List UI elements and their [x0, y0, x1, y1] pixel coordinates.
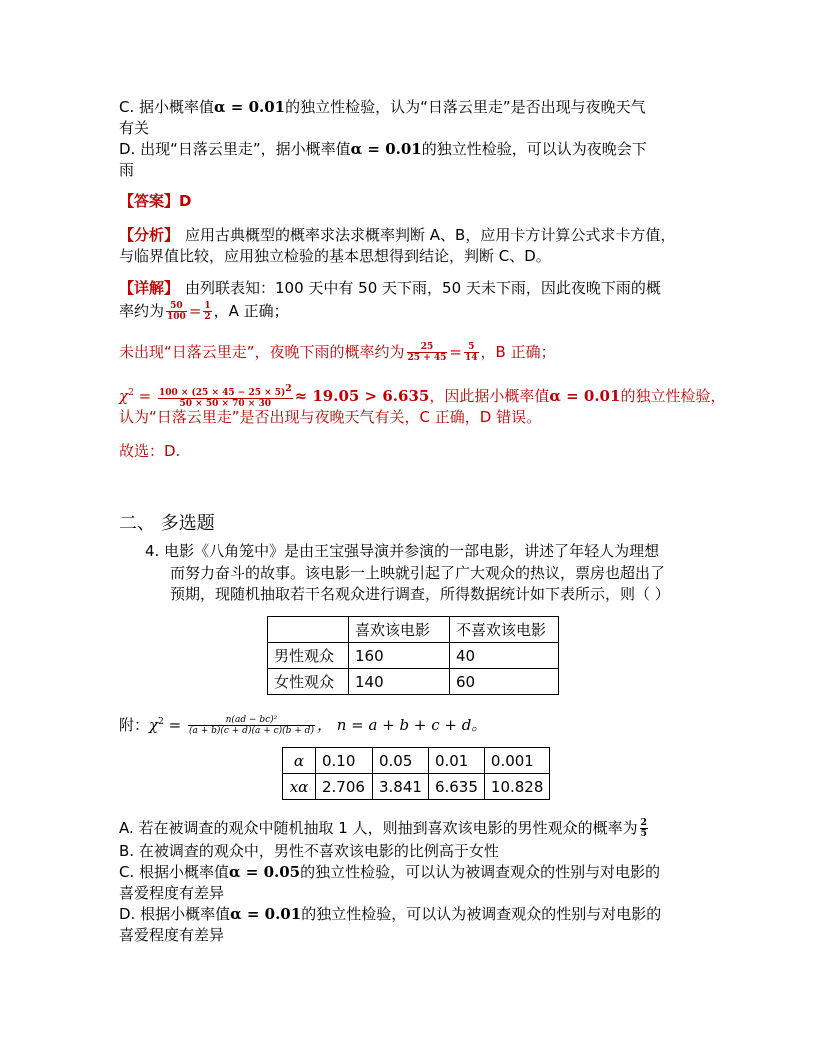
table-row — [283, 774, 550, 800]
denominator: 5 — [640, 829, 647, 839]
q3-option-d-line2: 雨 — [119, 161, 135, 179]
analysis-line2: 与临界值比较，应用独立检验的基本思想得到结论，判断 C、D。 — [119, 247, 551, 265]
table-header-cell: 喜欢该电影 — [349, 617, 450, 643]
denominator: 25 + 45 — [407, 353, 447, 363]
q4-option-d-line1 — [119, 904, 661, 924]
text: 附： — [119, 716, 150, 734]
denominator: (a + b)(c + d)(a + c)(b + d) — [188, 726, 314, 736]
table-row — [268, 669, 559, 695]
denominator: 100 — [167, 312, 186, 322]
fraction — [407, 342, 448, 363]
fraction — [203, 301, 211, 322]
table-cell: 男性观众 — [268, 643, 349, 669]
table-cell: 0.001 — [484, 748, 550, 774]
contingency-table — [267, 616, 559, 695]
equals: = — [188, 302, 202, 320]
section-title: 二、 多选题 — [119, 513, 215, 534]
denominator: 2 — [204, 312, 211, 322]
fraction — [464, 342, 479, 363]
numerator: $100 \times (25 \times 45 - 25 \times 5)^2$ — [158, 384, 292, 398]
alpha-value: α = 0.05 — [229, 863, 301, 881]
text: 的独立性检验，可以认为夜晚会下 — [421, 140, 647, 158]
text: D. 出现“日落云里走”，据小概率值 — [119, 140, 351, 158]
table-cell: α — [283, 748, 316, 774]
formula-n: ， n = a + b + c + d。 — [316, 716, 487, 734]
fraction — [640, 818, 648, 839]
table-cell: 女性观众 — [268, 669, 349, 695]
text: 的独立性检验，认为“日落云里走”是否出现与夜晚天气 — [285, 98, 646, 116]
text: ，B 正确； — [480, 343, 556, 361]
answer-value: D — [179, 192, 192, 210]
detail-line1 — [119, 278, 661, 298]
analysis-line1 — [119, 225, 675, 245]
analysis-tag: 【分析】 — [119, 226, 180, 244]
table-cell: 2.706 — [316, 774, 373, 800]
text: ，因此据小概率值 — [429, 387, 550, 405]
text: D. 根据小概率值 — [119, 905, 231, 923]
table-cell: 0.05 — [373, 748, 429, 774]
chi-value: ≈ 19.05 > 6.635 — [294, 387, 430, 405]
table-cell: 0.01 — [428, 748, 484, 774]
table-cell: 10.828 — [484, 774, 550, 800]
answer-line — [119, 191, 191, 211]
alpha-value: α = 0.01 — [214, 98, 286, 116]
chi-symbol: χ — [119, 387, 129, 405]
numerator: 50 — [166, 301, 187, 312]
chi-fraction — [158, 384, 293, 409]
text: C. 据小概率值 — [119, 98, 215, 116]
chi-symbol: χ — [149, 716, 159, 734]
table-header-cell: 不喜欢该电影 — [450, 617, 559, 643]
q3-option-d-line1 — [119, 139, 647, 159]
conclusion-line: 故选：D. — [119, 442, 181, 460]
numerator: 1 — [204, 301, 211, 311]
table-cell: 40 — [450, 643, 559, 669]
q4-option-d-line2: 喜爱程度有差异 — [119, 926, 225, 944]
q4-option-b: B. 在被调查的观众中，男性不喜欢该电影的比例高于女性 — [119, 842, 499, 860]
text: A. 若在被调查的观众中随机抽取 1 人，则抽到喜欢该电影的男性观众的概率为 — [119, 819, 638, 837]
alpha-value: α = 0.01 — [350, 140, 422, 158]
detail-line2 — [119, 301, 289, 322]
table-cell — [268, 617, 349, 643]
text: 的独立性检验，可以认为被调查观众的性别与对电影的 — [300, 863, 661, 881]
detail-tag: 【详解】 — [119, 279, 180, 297]
table-cell: 6.635 — [428, 774, 484, 800]
q3-option-c-line2: 有关 — [119, 119, 150, 137]
text: 率约为 — [119, 302, 165, 320]
q4-line1: 4. 电影《八角笼中》是由王宝强导演并参演的一部电影，讲述了年轻人为理想 — [145, 542, 660, 560]
table-cell: 160 — [349, 643, 450, 669]
detail-line3: 未出现“日落云里走”，夜晚下雨的概率约为 $\frac{25}{25 + 45}$ = $\frac{5}{14}$ ，B 正确； — [119, 342, 556, 363]
table-row — [268, 643, 559, 669]
fraction — [166, 301, 187, 322]
formula-fraction — [188, 715, 315, 736]
numerator: n(ad − bc)² — [188, 715, 315, 726]
denominator: 14 — [464, 353, 478, 363]
numerator: 5 — [464, 342, 479, 353]
q4-option-a — [119, 818, 650, 839]
text: 的独立性检验，可以认为被调查观众的性别与对电影的 — [301, 905, 662, 923]
table-cell: 0.10 — [316, 748, 373, 774]
table-header-row — [268, 617, 559, 643]
text: ，A 正确； — [213, 302, 289, 320]
q4-line2: 而努力奋斗的故事。该电影一上映就引起了广大观众的热议，票房也超出了 — [170, 564, 666, 582]
numerator-text: 100 × (25 × 45 − 25 × 5) — [158, 388, 286, 398]
critical-value-table — [282, 747, 550, 800]
numerator: 2 — [640, 818, 647, 828]
formula-line: 附：$\chi^2$ = $\frac{\text{n(ad − bc)²}}{(a + b)(c + d)(a + c)(b + d)}$ ， n = a + b + c + d。 — [119, 715, 487, 736]
denominator: 50 × 50 × 70 × 30 — [179, 399, 272, 409]
text: C. 根据小概率值 — [119, 863, 230, 881]
text: 未出现“日落云里走”，夜晚下雨的概率约为 — [119, 343, 405, 361]
q3-option-c-line1 — [119, 97, 646, 117]
q4-option-c-line2: 喜爱程度有差异 — [119, 884, 225, 902]
alpha-value: α = 0.01 — [549, 387, 621, 405]
alpha-value: α = 0.01 — [230, 905, 302, 923]
table-cell: 3.841 — [373, 774, 429, 800]
q4-line3: 预期，现随机抽取若干名观众进行调查，所得数据统计如下表所示，则（ ） — [170, 585, 670, 603]
table-cell: 60 — [450, 669, 559, 695]
numerator: 25 — [407, 342, 448, 353]
text: 应用古典概型的概率求法求概率判断 A、B，应用卡方计算公式求卡方值， — [185, 226, 676, 244]
text: 的独立性检验， — [620, 387, 726, 405]
table-row — [283, 748, 550, 774]
text: 由列联表知：100 天中有 50 天下雨，50 天未下雨，因此夜晚下雨的概 — [185, 279, 661, 297]
detail-line5: 认为“日落云里走”是否出现与夜晚天气有关，C 正确，D 错误。 — [119, 408, 542, 426]
detail-line4: $\chi^2$ = $\frac{100 \times (25 \times 45 - 25 \times 5)^2}{50 \times 50 \times 70 \times 30}$ ≈ 19.05 > 6.635，因此据小概率值α = 0.01的独立性检验， — [119, 384, 726, 409]
table-cell: xα — [283, 774, 316, 800]
answer-tag: 【答案】 — [119, 192, 180, 210]
table-cell: 140 — [349, 669, 450, 695]
q4-option-c-line1 — [119, 862, 660, 882]
